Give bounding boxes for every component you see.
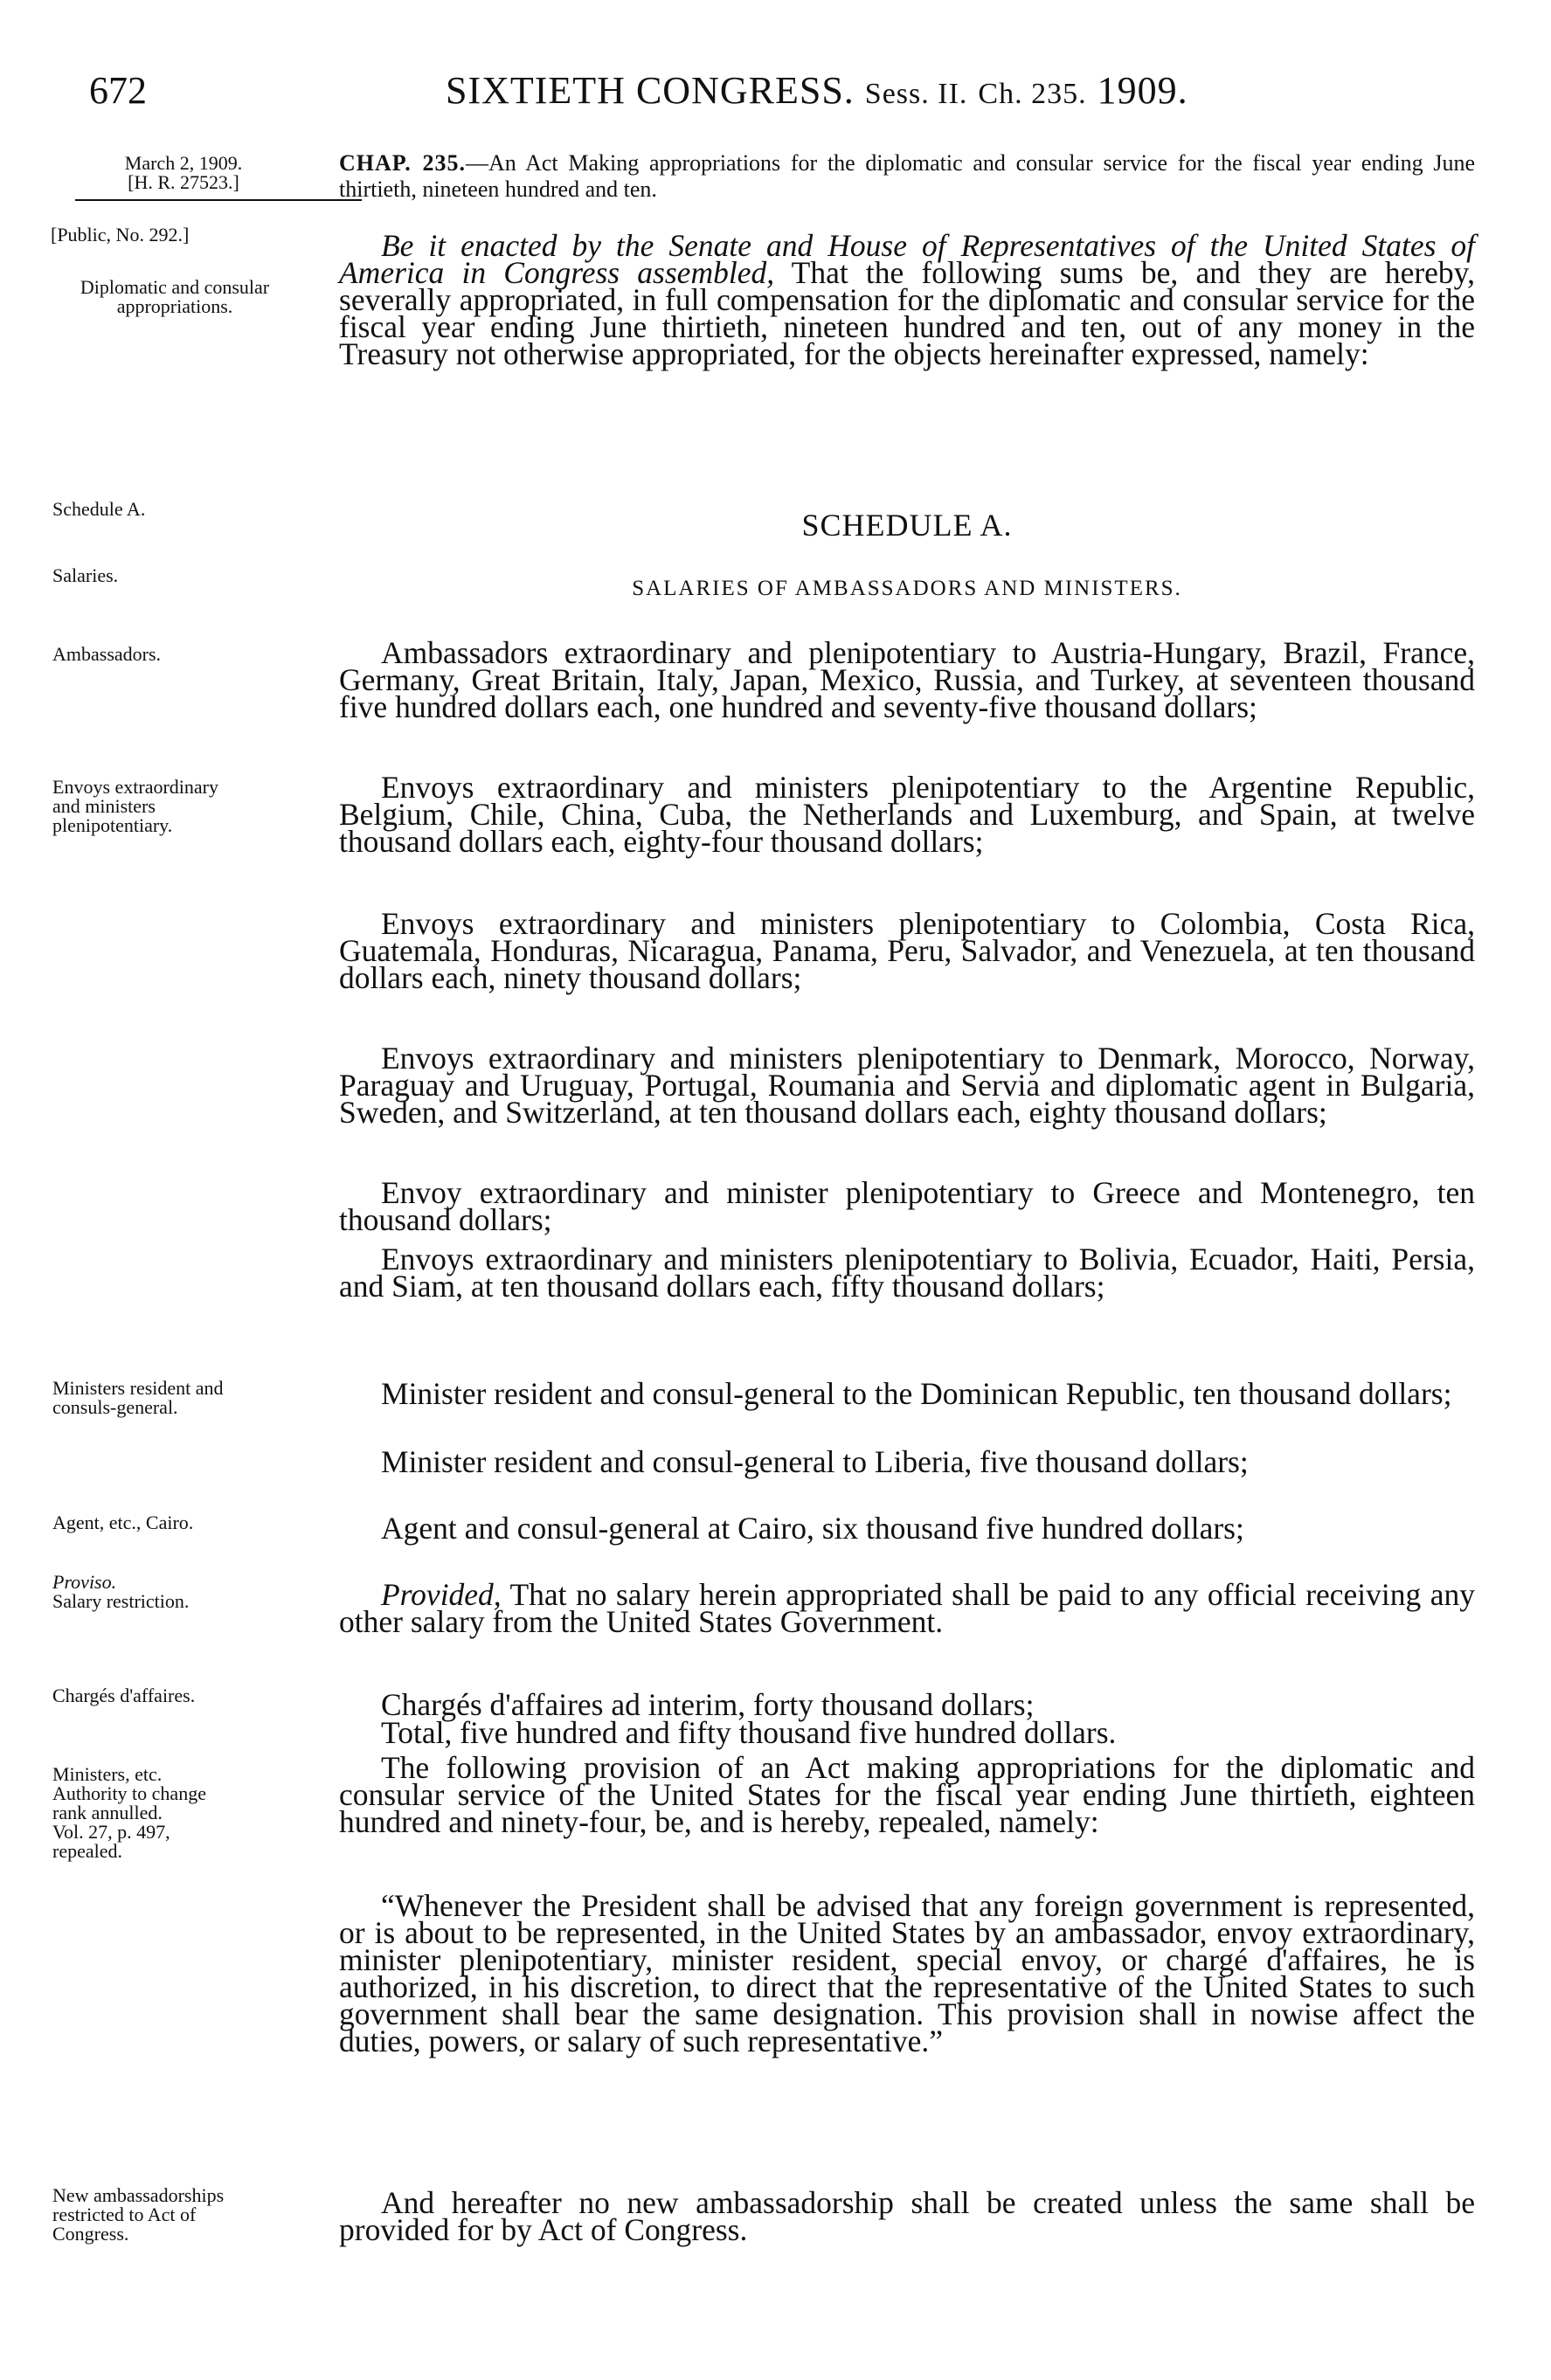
margin-charges: Chargés d'affaires. [52, 1685, 196, 1706]
margin-rule [75, 199, 362, 201]
running-head-year: 1909. [1097, 69, 1188, 112]
running-head [446, 68, 1188, 113]
para-proviso: Provided, That no salary herein appropriated shall be paid to any official receiving any other salary from the United States Government. [339, 1577, 1475, 1639]
enacting-clause: Be it enacted by the Senate and House of Representatives of the United States of America in Congress assembled, That the following sums be, and they are hereby, severally appropriated, in full compensation for the diplomatic and consular service for the fiscal year ending June thirtieth, nineteen hundred and ten, out of any money in the Treasury not otherwise appropriated, for the objects hereinafter expressed, namely: [339, 228, 1475, 371]
margin-salaries: Salaries. [52, 564, 119, 586]
margin-new-ambassadorships: New ambassadorships restricted to Act of Congress. [52, 2184, 225, 2245]
para-minister-liberia: Minister resident and consul-general to Liberia, five thousand dollars; [381, 1444, 1249, 1479]
para-envoys-bolivia: Envoys extraordinary and ministers plenipotentiary to Bolivia, Ecuador, Haiti, Persia, and Siam, at ten thousand dollars each, fifty thousand dollars; [339, 1242, 1475, 1304]
chapter-title: CHAP. 235.—An Act Making appropriations for the diplomatic and consular service for the fiscal year ending June thirtieth, nineteen hundred and ten. [339, 150, 1475, 202]
chapter-label: CHAP. 235. [339, 150, 467, 176]
para-agent-cairo: Agent and consul-general at Cairo, six thousand five hundred dollars; [381, 1511, 1244, 1546]
page-header [0, 68, 1551, 121]
para-charges: Chargés d'affaires ad interim, forty thousand dollars; [381, 1687, 1035, 1722]
margin-vol-ref: Vol. 27, p. 497, repealed. [52, 1821, 170, 1862]
salaries-heading: SALARIES OF AMBASSADORS AND MINISTERS. [632, 577, 1182, 600]
para-envoys-denmark: Envoys extraordinary and ministers plenipotentiary to Denmark, Morocco, Norway, Paraguay and Uruguay, Portugal, Roumania and Servia and diplomatic agent in Bulgaria, Sweden, and Switzerland, at ten thousand dollars each, eighty thousand dollars; [339, 1041, 1475, 1130]
page-number: 672 [89, 69, 147, 112]
margin-public-law: [Public, No. 292.] [51, 224, 190, 246]
margin-ministers-resident: Ministers resident and consuls-general. [52, 1377, 224, 1418]
margin-ministers-etc: Ministers, etc. [52, 1763, 163, 1785]
running-head-chapter: Ch. 235. [978, 78, 1087, 110]
margin-proviso: Proviso. [52, 1571, 117, 1593]
para-hereafter: And hereafter no new ambassadorship shall be created unless the same shall be provided for by Act of Congress. [339, 2185, 1475, 2247]
margin-salary-restriction: Salary restriction. [52, 1590, 190, 1612]
margin-envoys: Envoys extraordinary and ministers plenipotentiary. [52, 776, 218, 836]
para-envoys-argentine: Envoys extraordinary and ministers plenipotentiary to the Argentine Republic, Belgium, Chile, China, Cuba, the Netherlands and Luxemburg, and Spain, at twelve thousand dollars each, eighty-four thousand dollars; [339, 770, 1475, 859]
running-head-title: SIXTIETH CONGRESS. [446, 69, 855, 112]
para-envoy-greece: Envoy extraordinary and minister plenipotentiary to Greece and Montenegro, ten thousand dollars; [339, 1175, 1475, 1237]
para-total: Total, five hundred and fifty thousand five hundred dollars. [381, 1715, 1117, 1750]
margin-date: March 2, 1909. [124, 152, 243, 174]
margin-authority-change: Authority to change rank annulled. [52, 1782, 206, 1823]
margin-bill: [H. R. 27523.] [128, 171, 239, 193]
para-following-provision: The following provision of an Act making appropriations for the diplomatic and consular service of the United States for the fiscal year ending June thirtieth, eighteen hundred and ninety-four, be, and is hereby, repealed, namely: [339, 1750, 1475, 1839]
margin-ambassadors: Ambassadors. [52, 643, 162, 665]
para-ambassadors: Ambassadors extraordinary and plenipotentiary to Austria-Hungary, Brazil, France, Germany, Great Britain, Italy, Japan, Mexico, Russia, and Turkey, at seventeen thousand five hundred dollars each, one hundred and seventy-five thousand dollars; [339, 635, 1475, 724]
para-quoted-provision: “Whenever the President shall be advised that any foreign government is represented, or is about to be represented, in the United States by an ambassador, envoy extraordinary, minister plenipotentiary, minister resident, special envoy, or chargé d'affaires, he is authorized, in his discretion, to direct that the representative of the United States to such government shall bear the same designation. This provision shall in nowise affect the duties, powers, or salary of such representative.” [339, 1888, 1475, 2058]
schedule-heading: SCHEDULE A. [801, 508, 1013, 543]
para-minister-dominican: Minister resident and consul-general to the Dominican Republic, ten thousand dollars; [381, 1376, 1452, 1411]
running-head-session: Sess. II. [864, 78, 968, 110]
para-envoys-colombia: Envoys extraordinary and ministers plenipotentiary to Colombia, Costa Rica, Guatemala, Honduras, Nicaragua, Panama, Peru, Salvador, and Venezuela, at ten thousand dollars each, ninety thousand dollars; [339, 906, 1475, 995]
margin-agent-cairo: Agent, etc., Cairo. [52, 1512, 194, 1533]
margin-diplomatic: Diplomatic and consular appropriations. [80, 276, 270, 317]
margin-schedule: Schedule A. [52, 498, 146, 520]
